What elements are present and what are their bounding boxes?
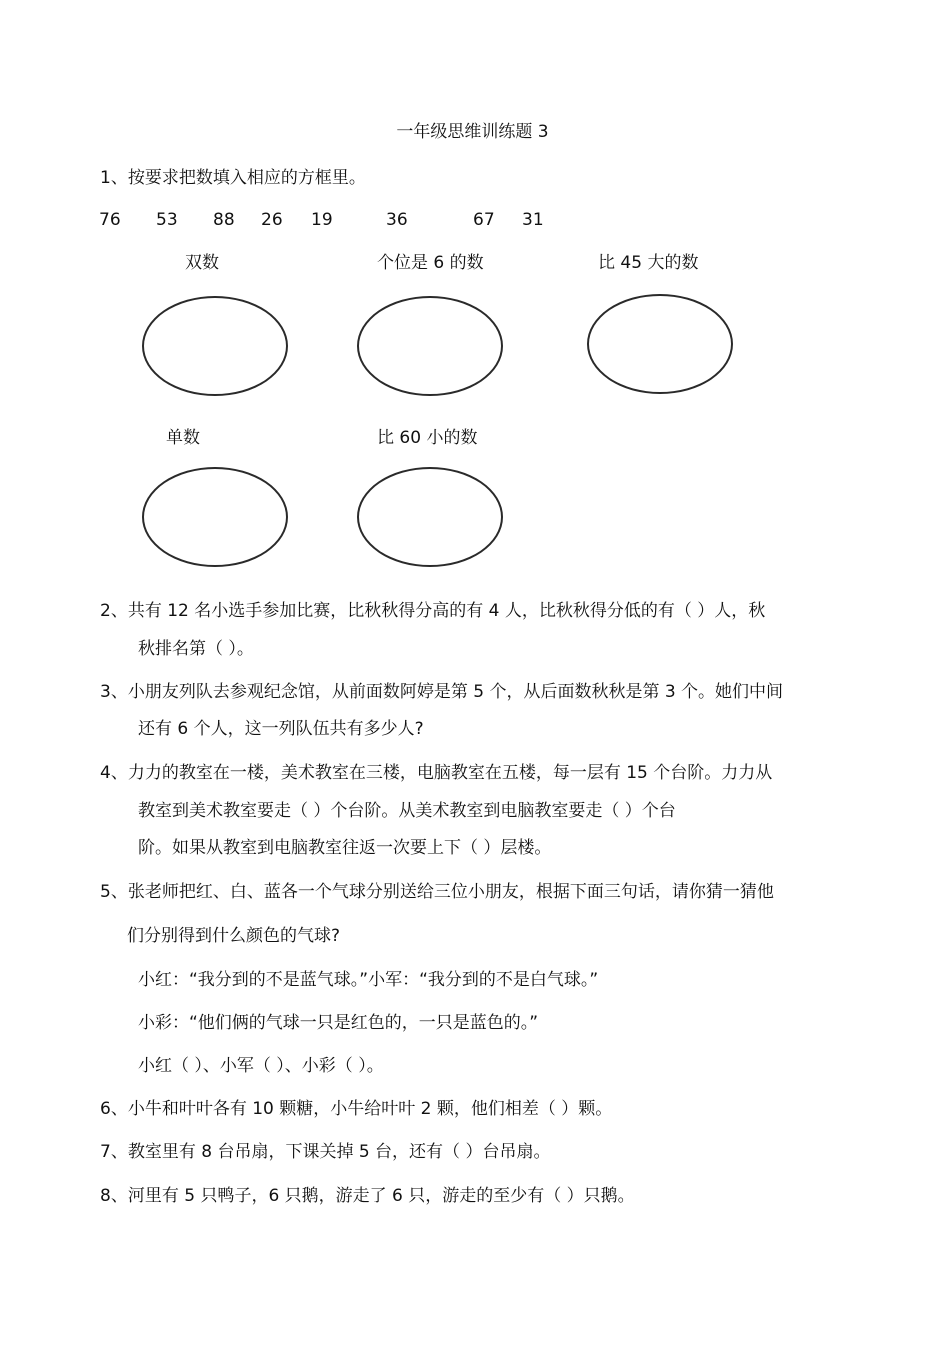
question-2-line-2: 秋排名第（ ）。 (138, 639, 254, 659)
page-title: 一年级思维训练题 3 (396, 122, 549, 142)
question-2-line-1: 2、共有 12 名小选手参加比赛，比秋秋得分高的有 4 人，比秋秋得分低的有（ ）人，秋 (100, 601, 766, 621)
label-less-than-60: 比 60 小的数 (377, 428, 478, 448)
label-odd-numbers: 单数 (166, 428, 200, 448)
question-1-text: 1、按要求把数填入相应的方框里。 (100, 168, 366, 188)
question-4-line-2: 教室到美术教室要走（ ）个台阶。从美术教室到电脑教室要走（ ）个台 (138, 801, 676, 821)
answer-oval-odd[interactable] (142, 467, 288, 567)
label-greater-than-45: 比 45 大的数 (598, 253, 699, 273)
number-item: 26 (261, 210, 283, 230)
question-4-line-1: 4、力力的教室在一楼，美术教室在三楼，电脑教室在五楼，每一层有 15 个台阶。力力从 (100, 763, 773, 783)
question-3-line-1: 3、小朋友列队去参观纪念馆，从前面数阿婷是第 5 个，从后面数秋秋是第 3 个。她们中间 (100, 682, 784, 702)
question-5-line-2: 们分别得到什么颜色的气球? (127, 926, 341, 946)
question-3-line-2: 还有 6 个人，这一列队伍共有多少人? (138, 719, 424, 739)
answer-oval-ones-6[interactable] (357, 296, 503, 396)
question-5-line-4: 小彩：“他们俩的气球一只是红色的，一只是蓝色的。” (138, 1013, 539, 1033)
answer-oval-even[interactable] (142, 296, 288, 396)
answer-oval-gt-45[interactable] (587, 294, 733, 394)
question-8-text: 8、河里有 5 只鸭子，6 只鹅，游走了 6 只，游走的至少有（ ）只鹅。 (100, 1186, 635, 1206)
question-5-line-3: 小红：“我分到的不是蓝气球。”小军：“我分到的不是白气球。” (138, 970, 599, 990)
answer-oval-lt-60[interactable] (357, 467, 503, 567)
number-item: 76 (99, 210, 121, 230)
number-item: 36 (386, 210, 408, 230)
question-4-line-3: 阶。如果从教室到电脑教室往返一次要上下（ ）层楼。 (138, 838, 552, 858)
number-item: 53 (156, 210, 178, 230)
number-item: 88 (213, 210, 235, 230)
label-even-numbers: 双数 (185, 253, 219, 273)
question-5-line-1: 5、张老师把红、白、蓝各一个气球分别送给三位小朋友，根据下面三句话，请你猜一猜他 (100, 882, 774, 902)
question-5-line-5: 小红（ ）、小军（ ）、小彩（ ）。 (138, 1056, 384, 1076)
question-6-text: 6、小牛和叶叶各有 10 颗糖，小牛给叶叶 2 颗，他们相差（ ）颗。 (100, 1099, 613, 1119)
number-item: 31 (522, 210, 544, 230)
question-7-text: 7、教室里有 8 台吊扇，下课关掉 5 台，还有（ ）台吊扇。 (100, 1142, 551, 1162)
label-ones-digit-6: 个位是 6 的数 (377, 253, 484, 273)
number-item: 19 (311, 210, 333, 230)
number-item: 67 (473, 210, 495, 230)
